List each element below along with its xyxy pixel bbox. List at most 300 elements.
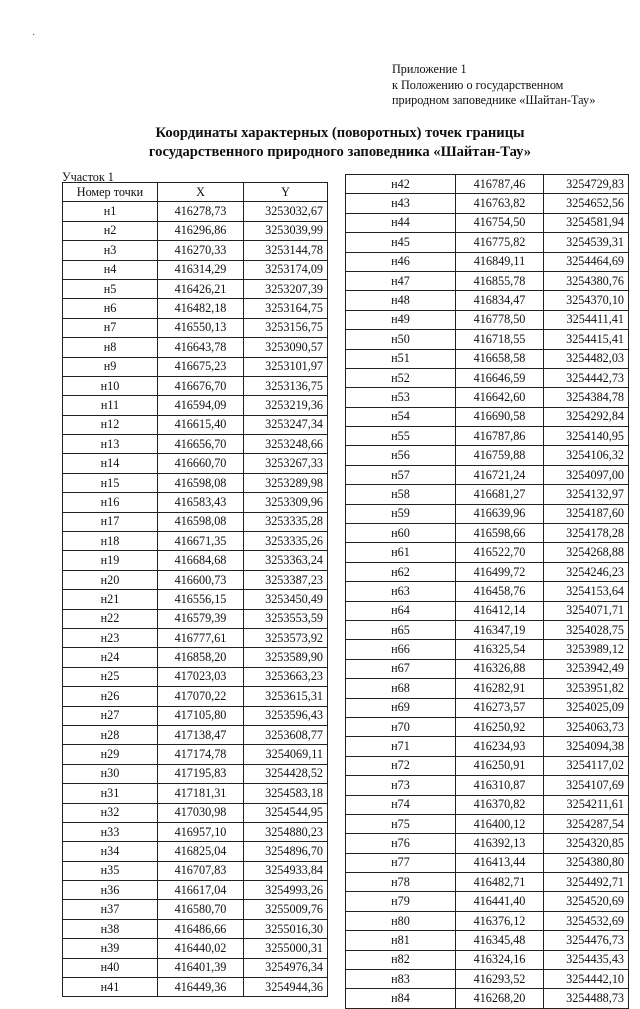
x-coordinate-cell: 416426,21 xyxy=(158,279,244,298)
table-row xyxy=(63,648,328,667)
header-y: Y xyxy=(244,183,328,202)
x-coordinate-cell: 416278,73 xyxy=(158,202,244,221)
x-coordinate-cell: 417030,98 xyxy=(158,803,244,822)
table-row xyxy=(63,512,328,531)
y-coordinate-cell: 3254178,28 xyxy=(544,524,629,543)
y-coordinate-cell: 3254097,00 xyxy=(544,465,629,484)
x-coordinate-cell: 416580,70 xyxy=(158,900,244,919)
point-number-cell: н58 xyxy=(346,485,456,504)
x-coordinate-cell: 417195,83 xyxy=(158,764,244,783)
table-row xyxy=(346,582,629,601)
point-number-cell: н6 xyxy=(63,299,158,318)
point-number-cell: н8 xyxy=(63,338,158,357)
point-number-cell: н16 xyxy=(63,493,158,512)
appendix-note xyxy=(392,62,595,109)
table-row xyxy=(63,376,328,395)
scan-speck: · xyxy=(32,30,36,41)
y-coordinate-cell: 3254320,85 xyxy=(544,834,629,853)
x-coordinate-cell: 416550,13 xyxy=(158,318,244,337)
y-coordinate-cell: 3254435,43 xyxy=(544,950,629,969)
y-coordinate-cell: 3254117,02 xyxy=(544,756,629,775)
x-coordinate-cell: 416658,58 xyxy=(456,349,544,368)
point-number-cell: н59 xyxy=(346,504,456,523)
table-row xyxy=(63,241,328,260)
point-number-cell: н41 xyxy=(63,978,158,997)
x-coordinate-cell: 416482,71 xyxy=(456,873,544,892)
y-coordinate-cell: 3254488,73 xyxy=(544,989,629,1008)
table-row xyxy=(346,465,629,484)
point-number-cell: н84 xyxy=(346,989,456,1008)
table-row xyxy=(346,504,629,523)
x-coordinate-cell: 416486,66 xyxy=(158,919,244,938)
point-number-cell: н26 xyxy=(63,687,158,706)
x-coordinate-cell: 416250,92 xyxy=(456,717,544,736)
y-coordinate-cell: 3253164,75 xyxy=(244,299,328,318)
x-coordinate-cell: 416660,70 xyxy=(158,454,244,473)
point-number-cell: н74 xyxy=(346,795,456,814)
table-row xyxy=(346,175,629,194)
y-coordinate-cell: 3254476,73 xyxy=(544,931,629,950)
y-coordinate-cell: 3254652,56 xyxy=(544,194,629,213)
y-coordinate-cell: 3254581,94 xyxy=(544,213,629,232)
point-number-cell: н64 xyxy=(346,601,456,620)
x-coordinate-cell: 416282,91 xyxy=(456,679,544,698)
table-row xyxy=(346,853,629,872)
table-row xyxy=(63,551,328,570)
point-number-cell: н28 xyxy=(63,725,158,744)
table-row xyxy=(346,640,629,659)
table-row xyxy=(346,795,629,814)
table-row xyxy=(63,861,328,880)
y-coordinate-cell: 3253942,49 xyxy=(544,659,629,678)
table-row xyxy=(346,543,629,562)
table-row xyxy=(346,252,629,271)
table-row xyxy=(63,357,328,376)
x-coordinate-cell: 416413,44 xyxy=(456,853,544,872)
table-row xyxy=(63,842,328,861)
table-row xyxy=(63,532,328,551)
x-coordinate-cell: 416273,57 xyxy=(456,698,544,717)
point-number-cell: н13 xyxy=(63,435,158,454)
table-row xyxy=(346,911,629,930)
table-row xyxy=(346,659,629,678)
table-row xyxy=(346,737,629,756)
y-coordinate-cell: 3254153,64 xyxy=(544,582,629,601)
table-row xyxy=(63,570,328,589)
y-coordinate-cell: 3254520,69 xyxy=(544,892,629,911)
point-number-cell: н67 xyxy=(346,659,456,678)
y-coordinate-cell: 3254944,36 xyxy=(244,978,328,997)
y-coordinate-cell: 3253156,75 xyxy=(244,318,328,337)
point-number-cell: н68 xyxy=(346,679,456,698)
table-row xyxy=(346,310,629,329)
table-row xyxy=(346,620,629,639)
table-row xyxy=(346,679,629,698)
y-coordinate-cell: 3254106,32 xyxy=(544,446,629,465)
table-row xyxy=(63,939,328,958)
x-coordinate-cell: 416617,04 xyxy=(158,881,244,900)
x-coordinate-cell: 416681,27 xyxy=(456,485,544,504)
x-coordinate-cell: 416759,88 xyxy=(456,446,544,465)
table-row xyxy=(346,717,629,736)
y-coordinate-cell: 3254063,73 xyxy=(544,717,629,736)
table-row xyxy=(346,698,629,717)
point-number-cell: н73 xyxy=(346,776,456,795)
x-coordinate-cell: 416347,19 xyxy=(456,620,544,639)
header-x: X xyxy=(158,183,244,202)
x-coordinate-cell: 416234,93 xyxy=(456,737,544,756)
y-coordinate-cell: 3254464,69 xyxy=(544,252,629,271)
y-coordinate-cell: 3255000,31 xyxy=(244,939,328,958)
table-row xyxy=(63,435,328,454)
y-coordinate-cell: 3254380,80 xyxy=(544,853,629,872)
point-number-cell: н23 xyxy=(63,628,158,647)
point-number-cell: н61 xyxy=(346,543,456,562)
table-row xyxy=(63,318,328,337)
y-coordinate-cell: 3255009,76 xyxy=(244,900,328,919)
point-number-cell: н79 xyxy=(346,892,456,911)
table-row xyxy=(63,628,328,647)
x-coordinate-cell: 416825,04 xyxy=(158,842,244,861)
table-row xyxy=(346,524,629,543)
table-row xyxy=(63,279,328,298)
y-coordinate-cell: 3253989,12 xyxy=(544,640,629,659)
point-number-cell: н45 xyxy=(346,233,456,252)
x-coordinate-cell: 416449,36 xyxy=(158,978,244,997)
table-row xyxy=(63,667,328,686)
header-point-number: Номер точки xyxy=(63,183,158,202)
x-coordinate-cell: 416326,88 xyxy=(456,659,544,678)
y-coordinate-cell: 3254993,26 xyxy=(244,881,328,900)
x-coordinate-cell: 416718,55 xyxy=(456,330,544,349)
point-number-cell: н18 xyxy=(63,532,158,551)
point-number-cell: н43 xyxy=(346,194,456,213)
table-row xyxy=(63,687,328,706)
y-coordinate-cell: 3254729,83 xyxy=(544,175,629,194)
x-coordinate-cell: 416458,76 xyxy=(456,582,544,601)
x-coordinate-cell: 416643,78 xyxy=(158,338,244,357)
point-number-cell: н71 xyxy=(346,737,456,756)
y-coordinate-cell: 3254025,09 xyxy=(544,698,629,717)
x-coordinate-cell: 416250,91 xyxy=(456,756,544,775)
x-coordinate-cell: 416441,40 xyxy=(456,892,544,911)
x-coordinate-cell: 416858,20 xyxy=(158,648,244,667)
table-row xyxy=(63,221,328,240)
x-coordinate-cell: 416598,08 xyxy=(158,512,244,531)
table-row xyxy=(63,473,328,492)
x-coordinate-cell: 416400,12 xyxy=(456,814,544,833)
table-row xyxy=(346,407,629,426)
x-coordinate-cell: 416642,60 xyxy=(456,388,544,407)
point-number-cell: н69 xyxy=(346,698,456,717)
y-coordinate-cell: 3253589,90 xyxy=(244,648,328,667)
x-coordinate-cell: 416499,72 xyxy=(456,562,544,581)
x-coordinate-cell: 416777,61 xyxy=(158,628,244,647)
point-number-cell: н55 xyxy=(346,427,456,446)
table-row xyxy=(63,493,328,512)
point-number-cell: н5 xyxy=(63,279,158,298)
point-number-cell: н15 xyxy=(63,473,158,492)
y-coordinate-cell: 3254140,95 xyxy=(544,427,629,446)
x-coordinate-cell: 416598,66 xyxy=(456,524,544,543)
y-coordinate-cell: 3253363,24 xyxy=(244,551,328,570)
y-coordinate-cell: 3253951,82 xyxy=(544,679,629,698)
y-coordinate-cell: 3254071,71 xyxy=(544,601,629,620)
table-row xyxy=(63,784,328,803)
table-row xyxy=(63,978,328,997)
y-coordinate-cell: 3254268,88 xyxy=(544,543,629,562)
point-number-cell: н29 xyxy=(63,745,158,764)
point-number-cell: н9 xyxy=(63,357,158,376)
point-number-cell: н32 xyxy=(63,803,158,822)
table-row xyxy=(63,900,328,919)
point-number-cell: н70 xyxy=(346,717,456,736)
point-number-cell: н53 xyxy=(346,388,456,407)
x-coordinate-cell: 416957,10 xyxy=(158,822,244,841)
x-coordinate-cell: 417023,03 xyxy=(158,667,244,686)
x-coordinate-cell: 416639,96 xyxy=(456,504,544,523)
x-coordinate-cell: 416671,35 xyxy=(158,532,244,551)
y-coordinate-cell: 3254482,03 xyxy=(544,349,629,368)
point-number-cell: н27 xyxy=(63,706,158,725)
section-label: Участок 1 xyxy=(62,170,114,184)
point-number-cell: н36 xyxy=(63,881,158,900)
y-coordinate-cell: 3253247,34 xyxy=(244,415,328,434)
table-row xyxy=(346,233,629,252)
x-coordinate-cell: 416855,78 xyxy=(456,271,544,290)
y-coordinate-cell: 3254187,60 xyxy=(544,504,629,523)
y-coordinate-cell: 3253101,97 xyxy=(244,357,328,376)
x-coordinate-cell: 416600,73 xyxy=(158,570,244,589)
point-number-cell: н4 xyxy=(63,260,158,279)
x-coordinate-cell: 416296,86 xyxy=(158,221,244,240)
x-coordinate-cell: 416482,18 xyxy=(158,299,244,318)
y-coordinate-cell: 3254933,84 xyxy=(244,861,328,880)
y-coordinate-cell: 3253144,78 xyxy=(244,241,328,260)
table-row xyxy=(346,892,629,911)
table-row xyxy=(63,725,328,744)
point-number-cell: н31 xyxy=(63,784,158,803)
table-row xyxy=(63,590,328,609)
table-row xyxy=(63,396,328,415)
x-coordinate-cell: 416646,59 xyxy=(456,368,544,387)
title-line-2: государственного природного заповедника «Шайтан-Тау» xyxy=(148,144,532,160)
title-line-1: Координаты характерных (поворотных) точек границы xyxy=(155,125,525,141)
x-coordinate-cell: 416392,13 xyxy=(456,834,544,853)
point-number-cell: н47 xyxy=(346,271,456,290)
y-coordinate-cell: 3254246,23 xyxy=(544,562,629,581)
table-row xyxy=(346,368,629,387)
y-coordinate-cell: 3253309,96 xyxy=(244,493,328,512)
point-number-cell: н7 xyxy=(63,318,158,337)
point-number-cell: н14 xyxy=(63,454,158,473)
x-coordinate-cell: 416412,14 xyxy=(456,601,544,620)
point-number-cell: н49 xyxy=(346,310,456,329)
y-coordinate-cell: 3253248,66 xyxy=(244,435,328,454)
x-coordinate-cell: 416440,02 xyxy=(158,939,244,958)
x-coordinate-cell: 416754,50 xyxy=(456,213,544,232)
point-number-cell: н83 xyxy=(346,970,456,989)
y-coordinate-cell: 3254384,78 xyxy=(544,388,629,407)
y-coordinate-cell: 3253573,92 xyxy=(244,628,328,647)
y-coordinate-cell: 3253032,67 xyxy=(244,202,328,221)
y-coordinate-cell: 3254532,69 xyxy=(544,911,629,930)
x-coordinate-cell: 416690,58 xyxy=(456,407,544,426)
x-coordinate-cell: 417181,31 xyxy=(158,784,244,803)
y-coordinate-cell: 3254132,97 xyxy=(544,485,629,504)
table-row xyxy=(63,919,328,938)
y-coordinate-cell: 3254287,54 xyxy=(544,814,629,833)
table-row xyxy=(63,822,328,841)
table-row xyxy=(346,485,629,504)
y-coordinate-cell: 3254442,10 xyxy=(544,970,629,989)
table-row xyxy=(63,299,328,318)
y-coordinate-cell: 3254069,11 xyxy=(244,745,328,764)
y-coordinate-cell: 3253219,36 xyxy=(244,396,328,415)
y-coordinate-cell: 3254880,23 xyxy=(244,822,328,841)
point-number-cell: н46 xyxy=(346,252,456,271)
table-row xyxy=(346,330,629,349)
table-row xyxy=(346,291,629,310)
x-coordinate-cell: 416763,82 xyxy=(456,194,544,213)
point-number-cell: н57 xyxy=(346,465,456,484)
point-number-cell: н65 xyxy=(346,620,456,639)
x-coordinate-cell: 416598,08 xyxy=(158,473,244,492)
table-row xyxy=(346,349,629,368)
point-number-cell: н76 xyxy=(346,834,456,853)
point-number-cell: н44 xyxy=(346,213,456,232)
point-number-cell: н11 xyxy=(63,396,158,415)
y-coordinate-cell: 3254539,31 xyxy=(544,233,629,252)
y-coordinate-cell: 3254896,70 xyxy=(244,842,328,861)
x-coordinate-cell: 416401,39 xyxy=(158,958,244,977)
x-coordinate-cell: 416293,52 xyxy=(456,970,544,989)
point-number-cell: н19 xyxy=(63,551,158,570)
y-coordinate-cell: 3253608,77 xyxy=(244,725,328,744)
table-row xyxy=(346,388,629,407)
y-coordinate-cell: 3253615,31 xyxy=(244,687,328,706)
y-coordinate-cell: 3253663,23 xyxy=(244,667,328,686)
appendix-line-3: природном заповеднике «Шайтан-Тау» xyxy=(392,93,596,107)
y-coordinate-cell: 3254411,41 xyxy=(544,310,629,329)
table-row xyxy=(346,931,629,950)
x-coordinate-cell: 416775,82 xyxy=(456,233,544,252)
y-coordinate-cell: 3253553,59 xyxy=(244,609,328,628)
x-coordinate-cell: 416707,83 xyxy=(158,861,244,880)
x-coordinate-cell: 417105,80 xyxy=(158,706,244,725)
appendix-line-2: к Положению о государственном xyxy=(392,77,564,92)
table-row xyxy=(63,454,328,473)
point-number-cell: н63 xyxy=(346,582,456,601)
y-coordinate-cell: 3253136,75 xyxy=(244,376,328,395)
y-coordinate-cell: 3253596,43 xyxy=(244,706,328,725)
point-number-cell: н54 xyxy=(346,407,456,426)
x-coordinate-cell: 416615,40 xyxy=(158,415,244,434)
y-coordinate-cell: 3254428,52 xyxy=(244,764,328,783)
table-row xyxy=(63,202,328,221)
x-coordinate-cell: 416579,39 xyxy=(158,609,244,628)
x-coordinate-cell: 416522,70 xyxy=(456,543,544,562)
x-coordinate-cell: 416594,09 xyxy=(158,396,244,415)
x-coordinate-cell: 416270,33 xyxy=(158,241,244,260)
x-coordinate-cell: 417138,47 xyxy=(158,725,244,744)
y-coordinate-cell: 3254492,71 xyxy=(544,873,629,892)
x-coordinate-cell: 417070,22 xyxy=(158,687,244,706)
y-coordinate-cell: 3253267,33 xyxy=(244,454,328,473)
table-row xyxy=(346,814,629,833)
x-coordinate-cell: 416314,29 xyxy=(158,260,244,279)
x-coordinate-cell: 416325,54 xyxy=(456,640,544,659)
point-number-cell: н35 xyxy=(63,861,158,880)
point-number-cell: н77 xyxy=(346,853,456,872)
x-coordinate-cell: 416787,86 xyxy=(456,427,544,446)
y-coordinate-cell: 3253450,49 xyxy=(244,590,328,609)
y-coordinate-cell: 3253174,09 xyxy=(244,260,328,279)
y-coordinate-cell: 3253335,28 xyxy=(244,512,328,531)
x-coordinate-cell: 416778,50 xyxy=(456,310,544,329)
table-row xyxy=(346,950,629,969)
table-row xyxy=(346,271,629,290)
point-number-cell: н21 xyxy=(63,590,158,609)
y-coordinate-cell: 3255016,30 xyxy=(244,919,328,938)
point-number-cell: н62 xyxy=(346,562,456,581)
point-number-cell: н81 xyxy=(346,931,456,950)
y-coordinate-cell: 3254380,76 xyxy=(544,271,629,290)
y-coordinate-cell: 3253039,99 xyxy=(244,221,328,240)
point-number-cell: н82 xyxy=(346,950,456,969)
y-coordinate-cell: 3254107,69 xyxy=(544,776,629,795)
table-header-row xyxy=(63,183,328,202)
table-row xyxy=(63,260,328,279)
point-number-cell: н52 xyxy=(346,368,456,387)
point-number-cell: н1 xyxy=(63,202,158,221)
x-coordinate-cell: 416721,24 xyxy=(456,465,544,484)
table-row xyxy=(346,213,629,232)
y-coordinate-cell: 3254415,41 xyxy=(544,330,629,349)
x-coordinate-cell: 416787,46 xyxy=(456,175,544,194)
point-number-cell: н66 xyxy=(346,640,456,659)
table-row xyxy=(346,873,629,892)
point-number-cell: н78 xyxy=(346,873,456,892)
x-coordinate-cell: 416684,68 xyxy=(158,551,244,570)
table-row xyxy=(63,764,328,783)
point-number-cell: н20 xyxy=(63,570,158,589)
point-number-cell: н3 xyxy=(63,241,158,260)
table-row xyxy=(346,776,629,795)
table-row xyxy=(346,446,629,465)
y-coordinate-cell: 3254583,18 xyxy=(244,784,328,803)
point-number-cell: н60 xyxy=(346,524,456,543)
point-number-cell: н37 xyxy=(63,900,158,919)
table-row xyxy=(346,601,629,620)
y-coordinate-cell: 3254094,38 xyxy=(544,737,629,756)
point-number-cell: н10 xyxy=(63,376,158,395)
y-coordinate-cell: 3254370,10 xyxy=(544,291,629,310)
y-coordinate-cell: 3253387,23 xyxy=(244,570,328,589)
table-row xyxy=(346,970,629,989)
x-coordinate-cell: 416268,20 xyxy=(456,989,544,1008)
table-row xyxy=(63,803,328,822)
point-number-cell: н38 xyxy=(63,919,158,938)
table-row xyxy=(346,427,629,446)
y-coordinate-cell: 3253335,26 xyxy=(244,532,328,551)
point-number-cell: н40 xyxy=(63,958,158,977)
point-number-cell: н75 xyxy=(346,814,456,833)
coordinates-table-right xyxy=(345,174,629,1009)
x-coordinate-cell: 416676,70 xyxy=(158,376,244,395)
point-number-cell: н33 xyxy=(63,822,158,841)
point-number-cell: н24 xyxy=(63,648,158,667)
